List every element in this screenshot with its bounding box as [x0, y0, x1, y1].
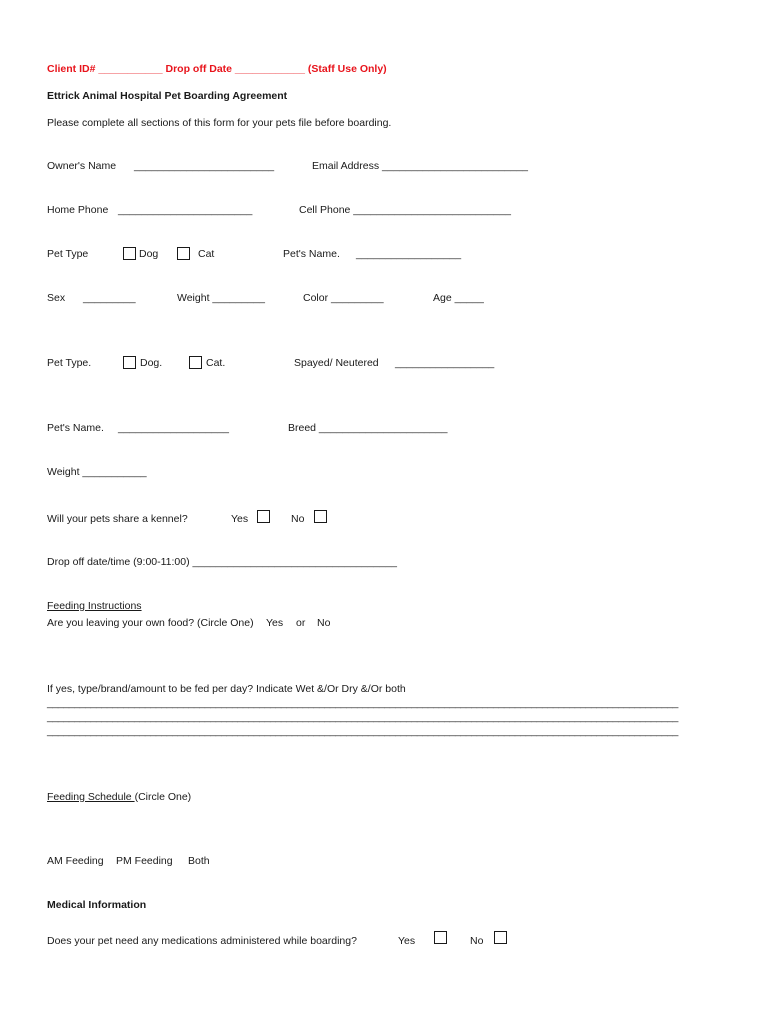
pet2-spayed-field[interactable]: _________________	[395, 357, 495, 369]
pet2-name-field[interactable]: ___________________	[118, 422, 229, 434]
pet1-color-field[interactable]: Color _________	[303, 292, 384, 304]
feeding-schedule-title: Feeding Schedule	[47, 791, 135, 803]
medication-no-label: No	[470, 935, 484, 947]
kennel-no-checkbox[interactable]	[314, 510, 327, 523]
food-detail-label: If yes, type/brand/amount to be fed per day? Indicate Wet &/Or Dry &/Or both	[47, 683, 406, 695]
owner-name-field[interactable]: ________________________	[134, 160, 275, 172]
home-phone-label: Home Phone	[47, 204, 109, 216]
medical-info-heading: Medical Information	[47, 899, 147, 911]
pet1-cat-label: Cat	[198, 248, 215, 260]
pet2-type-label: Pet Type.	[47, 357, 92, 369]
feeding-instructions-heading: Feeding Instructions	[47, 600, 142, 612]
pet2-name-label: Pet's Name.	[47, 422, 104, 434]
own-food-yes-option[interactable]: Yes	[266, 617, 284, 629]
medication-no-checkbox[interactable]	[494, 931, 507, 944]
pet2-spayed-label: Spayed/ Neutered	[294, 357, 379, 369]
pet-type-label: Pet Type	[47, 248, 89, 260]
schedule-pm-option[interactable]: PM Feeding	[116, 855, 173, 867]
feeding-schedule-note: (Circle One)	[134, 791, 192, 803]
own-food-question: Are you leaving your own food? (Circle One)	[47, 617, 254, 629]
form-instructions: Please complete all sections of this form for your pets file before boarding.	[47, 117, 392, 129]
pet2-weight-field[interactable]: Weight ___________	[47, 466, 147, 478]
pet2-cat-label: Cat.	[206, 357, 226, 369]
medication-yes-label: Yes	[398, 935, 416, 947]
pet1-dog-checkbox[interactable]	[123, 247, 136, 260]
pet1-sex-field[interactable]: _________	[83, 292, 136, 304]
food-detail-line-1[interactable]: ____________________________________________________________________________________________________________________	[47, 697, 678, 709]
kennel-yes-label: Yes	[231, 513, 249, 525]
pet2-cat-checkbox[interactable]	[189, 356, 202, 369]
pet1-weight-field[interactable]: Weight _________	[177, 292, 265, 304]
email-address-field[interactable]: Email Address _________________________	[312, 160, 529, 172]
home-phone-field[interactable]: _______________________	[118, 204, 253, 216]
pet1-age-field[interactable]: Age _____	[433, 292, 484, 304]
pet1-cat-checkbox[interactable]	[177, 247, 190, 260]
own-food-no-option[interactable]: No	[317, 617, 331, 629]
own-food-or-text: or	[296, 617, 306, 629]
pet1-dog-label: Dog	[139, 248, 159, 260]
pet1-sex-label: Sex	[47, 292, 66, 304]
schedule-am-option[interactable]: AM Feeding	[47, 855, 104, 867]
pet2-breed-field[interactable]: Breed ______________________	[288, 422, 448, 434]
pet1-name-label: Pet's Name.	[283, 248, 340, 260]
kennel-no-label: No	[291, 513, 305, 525]
food-detail-line-2[interactable]: ____________________________________________________________________________________________________________________	[47, 711, 678, 723]
feeding-schedule-heading	[47, 791, 191, 804]
pet2-dog-label: Dog.	[140, 357, 163, 369]
kennel-question: Will your pets share a kennel?	[47, 513, 188, 525]
pet2-dog-checkbox[interactable]	[123, 356, 136, 369]
cell-phone-field[interactable]: Cell Phone ___________________________	[299, 204, 511, 216]
food-detail-line-3[interactable]: ____________________________________________________________________________________________________________________	[47, 725, 678, 737]
owner-name-label: Owner's Name	[47, 160, 117, 172]
schedule-both-option[interactable]: Both	[188, 855, 210, 867]
kennel-yes-checkbox[interactable]	[257, 510, 270, 523]
form-title: Ettrick Animal Hospital Pet Boarding Agreement	[47, 90, 288, 102]
staff-use-line: Client ID# ___________ Drop off Date ____________ (Staff Use Only)	[47, 63, 387, 75]
medication-question: Does your pet need any medications administered while boarding?	[47, 935, 357, 947]
pet1-name-field[interactable]: __________________	[356, 248, 462, 260]
dropoff-datetime-field[interactable]: Drop off date/time (9:00-11:00) ___________________________________	[47, 556, 397, 568]
medication-yes-checkbox[interactable]	[434, 931, 447, 944]
